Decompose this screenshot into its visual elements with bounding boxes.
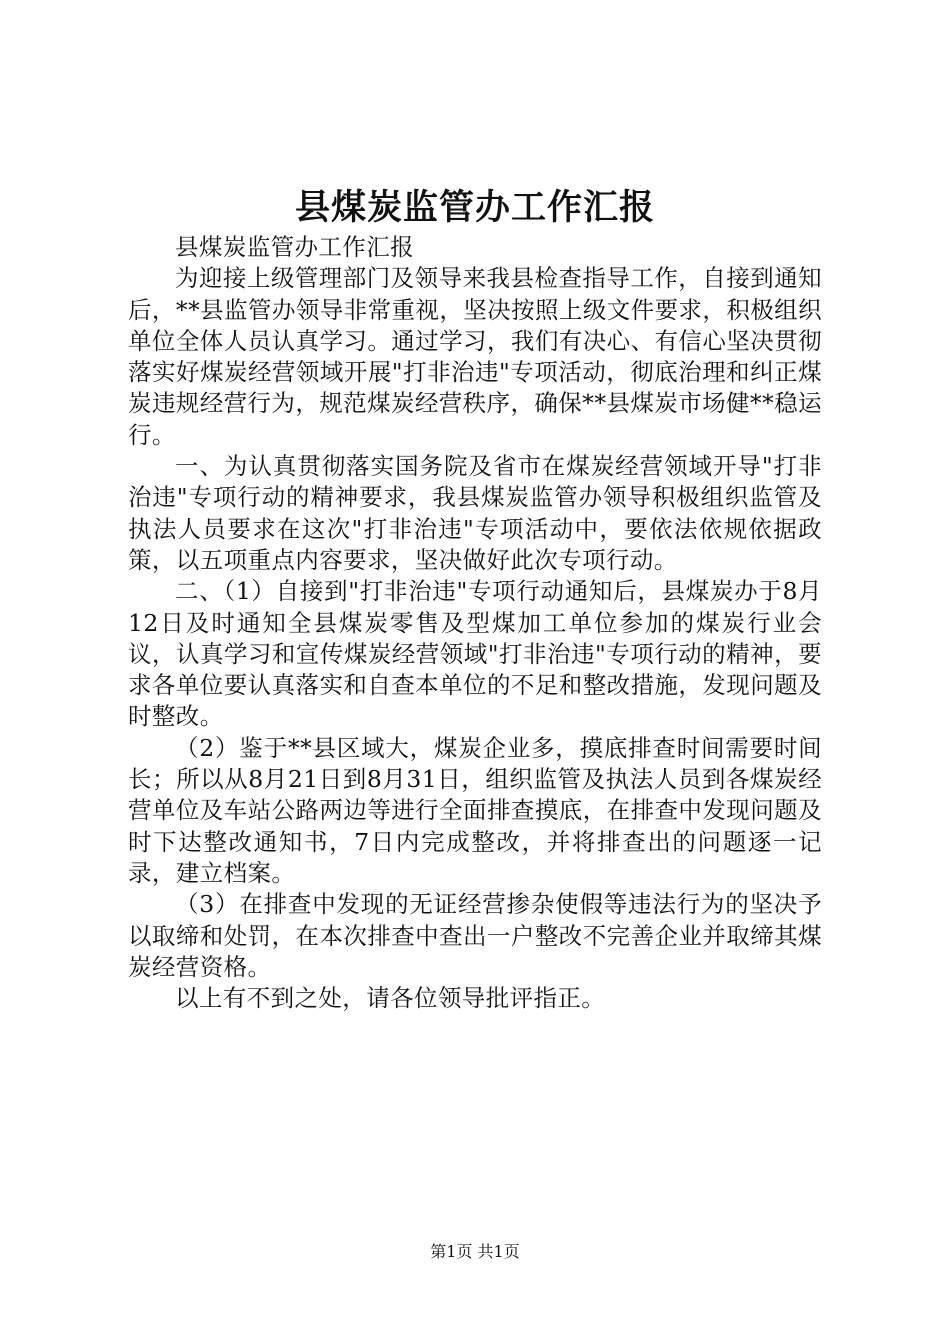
page-footer: 第1页 共1页 — [430, 1242, 520, 1261]
paragraph-closing: 以上有不到之处，请各位领导批评指正。 — [175, 984, 606, 1013]
paragraph-section-two-item-2: （2）鉴于**县区域大，煤炭企业多，摸底排查时间需要时间长；所以从8月21日到8月31日，组织监管及执法人员到各煤炭经营单位及车站公路两边等进行全面排查摸底，在排查中发现问题及时下达整改通知书，7日内完成整改，并将排查出的问题逐一记录，建立档案。 — [128, 733, 822, 887]
paragraph-section-two-item-3: （3）在排查中发现的无证经营掺杂使假等违法行为的坚决予以取缔和处罚，在本次排查中查出一户整改不完善企业并取缔其煤炭经营资格。 — [128, 890, 822, 981]
paragraph-subtitle: 县煤炭监管办工作汇报 — [175, 233, 414, 261]
paragraph-section-one: 一、为认真贯彻落实国务院及省市在煤炭经营领域开导"打非治违"专项行动的精神要求，我县煤炭监管办领导积极组织监管及执法人员要求在这次"打非治违"专项活动中，要依法依规依据政策，以五项重点内容要求，坚决做好此次专项行动。 — [128, 452, 822, 574]
document-title: 县煤炭监管办工作汇报 — [294, 187, 655, 228]
paragraph-section-two-item-1: 二、（1）自接到"打非治违"专项行动通知后，县煤炭办于8月12日及时通知全县煤炭零售及型煤加工单位参加的煤炭行业会议，认真学习和宣传煤炭经营领域"打非治违"专项行动的精神，要求各单位要认真落实和自查本单位的不足和整改措施，发现问题及时整改。 — [128, 577, 822, 731]
document-body — [128, 232, 822, 1014]
paragraph-intro: 为迎接上级管理部门及领导来我县检查指导工作，自接到通知后，**县监管办领导非常重视，坚决按照上级文件要求，积极组织单位全体人员认真学习。通过学习，我们有决心、有信心坚决贯彻落实好煤炭经营领域开展"打非治违"专项活动，彻底治理和纠正煤炭违规经营行为，规范煤炭经营秩序，确保**县煤炭市场健**稳运行。 — [128, 264, 822, 449]
